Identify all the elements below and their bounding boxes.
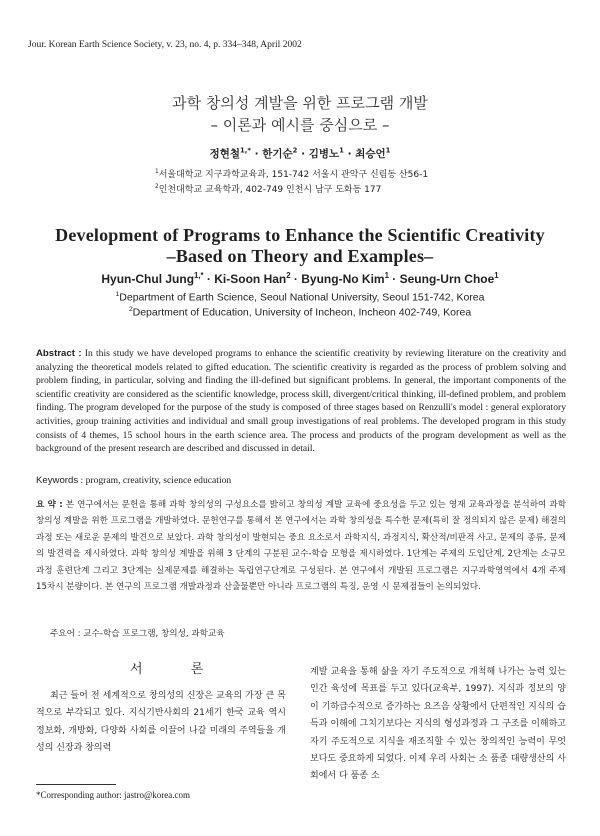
- author-separator: ·: [388, 272, 400, 286]
- english-subtitle: –Based on Theory and Examples–: [166, 246, 434, 266]
- author-affiliation-marker: 2: [292, 146, 298, 155]
- affiliation-marker: 1: [115, 291, 120, 298]
- affiliation-text: 서울대학교 지구과학교육과, 151-742 서울시 관악구 신림동 산56-1: [158, 170, 429, 180]
- body-right-column: 계발 교육을 통해 삶을 자기 주도적으로 개척해 나가는 능력 있는 인간 육성에 목표를 두고 있다(교육부, 1997). 지식과 정보의 양이 기하급수적으로 증가하는 요즈음 상황에서 단편적인 지식의 습득과 이해에 그치기보다는 지식의 형성과정과 그 구조를 이해하고 자기 주도적으로 지식을 재조직할 수 있는 창의적인 능력이 무엇보다도 중요하게 되었다. 이제 우리 사회는 소 품종 대량생산의 사회에서 다 품종 소: [310, 667, 566, 782]
- author-affiliation-marker: 1,*: [194, 271, 204, 280]
- author-name: Ki-Soon Han: [214, 272, 287, 286]
- body-left-column: 최근 들어 전 세계적으로 창의성의 신장은 교육의 가장 큰 목적으로 부각되고 있다. 지식기반사회의 21세기 한국 교육 역시 정보화, 개방화, 다양화 사회를 이끌어 나갈 미래의 주역들을 개성의 신장과 창의력: [36, 691, 286, 754]
- author-name: 한기순: [262, 148, 293, 160]
- affiliation-text: 인천대학교 교육학과, 402-749 인천시 남구 도화동 177: [158, 185, 382, 195]
- juyoeo-label: 주요어: [50, 629, 75, 639]
- english-author-list: [0, 271, 600, 286]
- yoyak-text: 본 연구에서는 문헌을 통해 과학 창의성의 구성요소를 밝히고 창의성 계발 교육에 중요성을 두고 있는 영재 교육과정을 분석하여 과학 창의성 계발을 위한 프로그램을 개발하였다. 문헌연구를 통해서 본 연구에서는 과학 창의성을 특수한 문제(특히 잘 정의되지 않은 문제) 해결의 과정 또는 새로운 문제의 발견으로 보았다. 과학 창의성이 발현되는 중요 요소로서 과학지식, 과정지식, 확산적/비판적 사고, 문제의 종류, 문제의 발견력을 제시하였다. 과학 창의성 계발을 위해 3 단계의 구분된 교수-학습 모형을 제시하였다. 1단계는 주제의 도입단계, 2단계는 소규모 과정 훈련단계 그리고 3단계는 실제문제를 해결하는 독립연구단계로 구성된다. 본 연구에서 개발된 프로그램은 지구과학영역에서 4개 주제 15차시 분량이다. 본 연구의 프로그램 개발과정과 산출물뿐만 아니라 프로그램의 특징, 운영 시 문제점들이 논의되었다.: [36, 500, 566, 593]
- juyoeo-text: : 교수-학습 프로그램, 창의성, 과학교육: [74, 629, 225, 639]
- keywords-text: : program, creativity, science education: [78, 475, 232, 486]
- korean-title: 과학 창의성 계발을 위한 프로그램 개발: [172, 94, 428, 112]
- korean-abstract: [36, 497, 566, 595]
- affiliation-text: Department of Earth Science, Seoul National University, Seoul 151-742, Korea: [119, 291, 485, 304]
- abstract-label: Abstract :: [36, 348, 82, 359]
- author-name: Seung-Urn Choe: [399, 272, 495, 286]
- author-separator: ·: [203, 272, 215, 286]
- affiliation-marker: 1: [155, 169, 159, 175]
- author-affiliation-marker: 1,*: [240, 146, 251, 155]
- author-separator: ·: [250, 148, 263, 160]
- author-affiliation-marker: 1: [385, 146, 391, 155]
- korean-affiliation-1: [155, 167, 428, 180]
- author-affiliation-marker: 1: [384, 271, 389, 280]
- keywords-label: Keywords: [36, 475, 79, 486]
- affiliation-marker: 2: [155, 184, 159, 190]
- english-keywords: [36, 475, 231, 486]
- author-name: Hyun-Chul Jung: [101, 272, 195, 286]
- corresponding-author-footnote: *Corresponding author: jastro@korea.com: [36, 790, 191, 800]
- author-affiliation-marker: 2: [286, 271, 291, 280]
- author-name: 김병노: [308, 148, 340, 160]
- korean-keywords: [50, 627, 225, 639]
- author-affiliation-marker: 1: [339, 146, 344, 155]
- korean-author-list: [0, 146, 600, 161]
- footnote-divider: [36, 784, 116, 785]
- author-separator: ·: [290, 272, 302, 286]
- section-heading-introduction: 서 론: [130, 662, 226, 677]
- author-name: Byung-No Kim: [301, 272, 385, 286]
- korean-affiliation-2: [155, 182, 381, 195]
- english-abstract: [36, 347, 566, 456]
- yoyak-label: 요 약 :: [36, 500, 63, 510]
- author-affiliation-marker: 1: [494, 271, 499, 280]
- author-separator: ·: [343, 148, 356, 160]
- english-affiliation-1: [0, 291, 600, 304]
- author-name: 최승언: [355, 148, 386, 160]
- journal-citation: Jour. Korean Earth Science Society, v. 23, no. 4, p. 334–348, April 2002: [28, 40, 302, 50]
- abstract-text: In this study we have developed programs to enhance the scientific creativity by reviewing literature on the creativity and analyzing the theoretical models related to gifted education. The scientific creativity is regarded as the process of problem solving and problem finding, in particular, solving and finding the ill-defined but significant problems. In general, the important components of the scientific creativity are considered as the scientific knowledge, process skill, divergent/critical thinking, ill-defined problem, and problem finding. The program developed for the purpose of the study is composed of three stages based on Renzulli's model : general exploratory activities, group training activities and individual and small group investigations of real problems. The developed program in this study consists of 4 themes, 15 school hours in the earth science area. The process and products of the program development as well as the background of the present research are described and discussed in detail.: [36, 348, 566, 455]
- english-title: Development of Programs to Enhance the Scientific Creativity: [55, 225, 545, 245]
- affiliation-text: Department of Education, University of Incheon, Incheon 402-749, Korea: [132, 306, 472, 319]
- author-name: 정현철: [209, 148, 241, 160]
- author-separator: ·: [297, 148, 309, 160]
- affiliation-marker: 2: [128, 306, 133, 313]
- korean-subtitle: – 이론과 예시를 중심으로 –: [210, 116, 390, 134]
- english-affiliation-2: [0, 306, 600, 319]
